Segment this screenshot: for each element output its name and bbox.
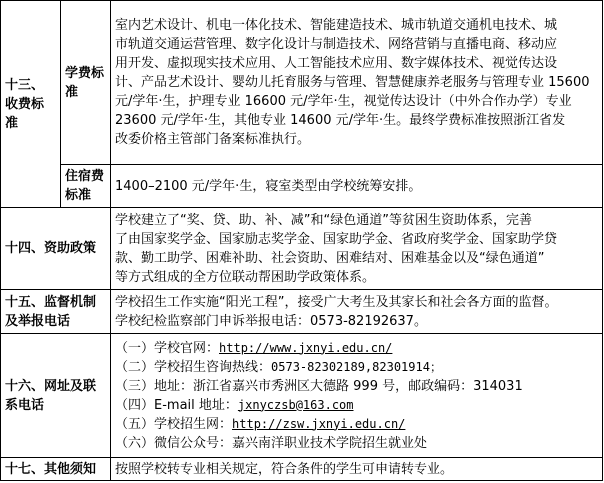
contact-prefix: （三）地址： xyxy=(115,378,194,394)
contact-item-admissions-site xyxy=(115,415,598,434)
supervision-line: 学校招生工作实施“阳光工程”，接受广大考生及其家长和社会各方面的监督。 xyxy=(115,294,558,310)
contact-item-hotline xyxy=(115,358,598,377)
contact-prefix: （二）学校招生咨询热线： xyxy=(115,359,272,375)
official-website-link[interactable]: http://www.jxnyi.edu.cn/ xyxy=(219,340,393,355)
section-15-row xyxy=(1,290,603,334)
lodging-label: 住宿费标准 xyxy=(61,165,111,208)
section-17-row xyxy=(1,458,603,481)
aid-policy-line: 等方式组成的全方位联动帮困助学政策体系。 xyxy=(115,269,376,285)
supervision-line: 学校纪检监察部门申诉举报电话：0573-82192637。 xyxy=(115,313,427,329)
contact-list xyxy=(111,334,603,458)
tuition-line: 改委价格主管部门备案标准执行。 xyxy=(115,132,311,147)
section-16-title: 十六、网址及联系电话 xyxy=(1,334,111,458)
tuition-line: 用开发、虚拟现实技术应用、人工智能技术应用、数字媒体技术、视觉传达设 xyxy=(115,56,558,71)
tuition-line: 计、产品艺术设计、婴幼儿托育服务与管理、智慧健康养老服务与管理专业 15600 xyxy=(115,75,590,90)
section-14-row xyxy=(1,208,603,290)
tuition-line: 元/学年·生，护理专业 16600 元/学年·生，视觉传达设计（中外合作办学）专业 xyxy=(115,94,572,109)
section-17-title: 十七、其他须知 xyxy=(1,458,111,481)
email-link[interactable]: jxnyczsb@163.com xyxy=(237,397,354,412)
wechat-account-value: 嘉兴南洋职业技术学院招生就业处 xyxy=(232,435,428,451)
hotline-value: 0573-82302189,82301914； xyxy=(271,359,442,374)
aid-policy-text xyxy=(111,208,603,290)
section-16-row xyxy=(1,334,603,458)
lodging-text: 1400–2100 元/学年·生，寝室类型由学校统筹安排。 xyxy=(111,165,603,208)
contact-item-wechat xyxy=(115,434,598,453)
section-13-lodging-row xyxy=(1,165,603,208)
contact-prefix: （五）学校招生网： xyxy=(115,416,233,432)
address-value: 浙江省嘉兴市秀洲区大德路 999 号，邮政编码：314031 xyxy=(193,378,523,394)
tuition-line: 室内艺术设计、机电一体化技术、智能建造技术、城市轨道交通机电技术、城 xyxy=(115,18,558,33)
aid-policy-line: 学校建立了“奖、贷、助、补、减”和“绿色通道”等贫困生资助体系，完善 xyxy=(115,212,532,228)
section-13-title: 十三、收费标准 xyxy=(1,1,61,208)
admissions-website-link[interactable]: http://zsw.jxnyi.edu.cn/ xyxy=(232,416,406,431)
tuition-text xyxy=(111,1,603,165)
contact-item-email xyxy=(115,396,598,415)
contact-prefix: （四）E-mail 地址： xyxy=(115,397,238,413)
aid-policy-line: 款、勤工助学、困难补助、社会资助、困难结对、困难基金以及“绿色通道” xyxy=(115,250,545,266)
section-14-title: 十四、资助政策 xyxy=(1,208,111,290)
contact-item-address xyxy=(115,377,598,396)
contact-prefix: （六）微信公众号： xyxy=(115,435,233,451)
section-13-tuition-row xyxy=(1,1,603,165)
other-notes-text: 按照学校转专业相关规定，符合条件的学生可申请转专业。 xyxy=(111,458,603,481)
section-15-title: 十五、监督机制及举报电话 xyxy=(1,290,111,334)
supervision-text xyxy=(111,290,603,334)
contact-item-website xyxy=(115,339,598,358)
aid-policy-line: 了由国家奖学金、国家励志奖学金、国家助学金、省政府奖学金、国家助学贷 xyxy=(115,231,558,247)
tuition-label: 学费标准 xyxy=(61,1,111,165)
contact-prefix: （一）学校官网： xyxy=(115,340,220,356)
tuition-line: 23600 元/学年·生，其他专业 14600 元/学年·生。最终学费标准按照浙江省发 xyxy=(115,113,566,128)
tuition-line: 市轨道交通运营管理、数字化设计与制造技术、网络营销与直播电商、移动应 xyxy=(115,37,558,52)
